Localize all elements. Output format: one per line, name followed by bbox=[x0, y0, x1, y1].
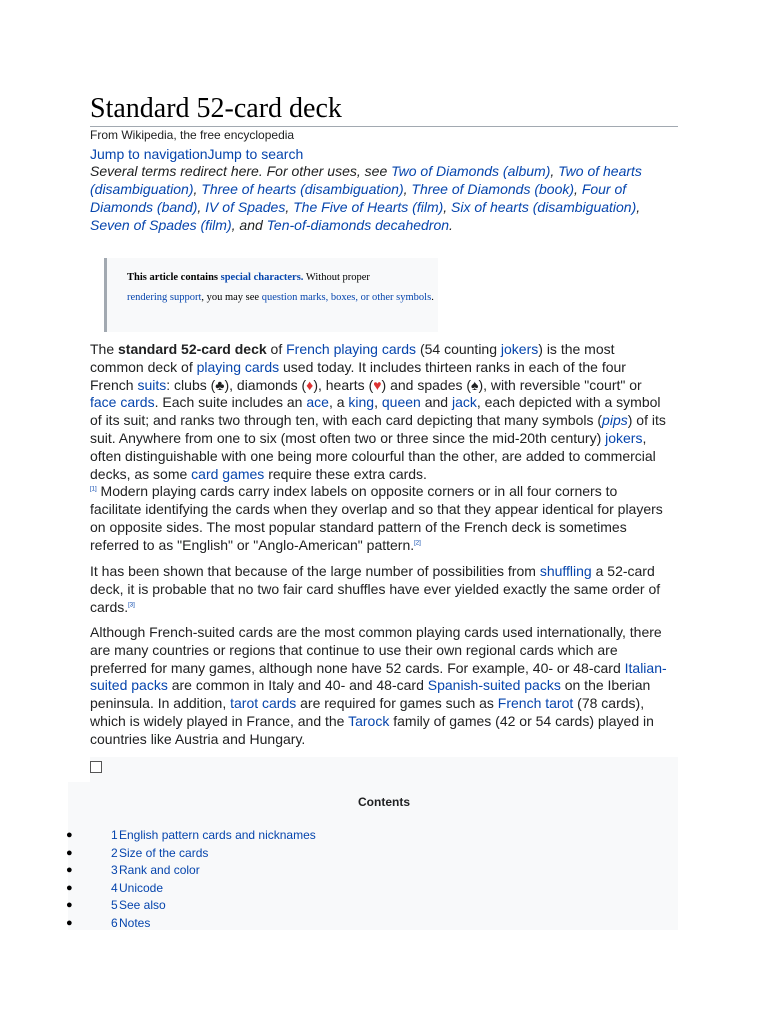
bullet-icon: ● bbox=[66, 916, 73, 929]
bullet-icon: ● bbox=[66, 881, 73, 894]
link-shuffling[interactable]: shuffling bbox=[539, 563, 592, 579]
toc-item-label[interactable]: Rank and color bbox=[119, 863, 200, 877]
hatnote-link[interactable]: Two of hearts (disambiguation) bbox=[90, 163, 642, 197]
link-french-tarot[interactable]: French tarot bbox=[497, 695, 574, 712]
hatnote-link[interactable]: Three of Diamonds (book) bbox=[411, 181, 575, 197]
hatnote-link[interactable]: Two of Diamonds (album) bbox=[391, 163, 551, 179]
hatnote-link[interactable]: Ten-of-diamonds decahedron bbox=[266, 217, 450, 233]
link-face-cards[interactable]: face cards bbox=[90, 394, 155, 411]
rendering-support-link[interactable]: rendering support bbox=[127, 292, 202, 303]
toc-number: 2 bbox=[111, 845, 118, 860]
toc-title: Contents bbox=[358, 795, 410, 809]
reference-1[interactable]: [1] bbox=[90, 486, 97, 493]
hatnote-link[interactable]: The Five of Hearts (film) bbox=[293, 199, 444, 215]
clubs-symbol: ♣ bbox=[215, 376, 225, 393]
spades-symbol: ♠ bbox=[471, 376, 479, 393]
site-tagline: From Wikipedia, the free encyclopedia bbox=[90, 128, 295, 142]
toc-item-label[interactable]: English pattern cards and nicknames bbox=[119, 828, 316, 842]
jump-links bbox=[90, 145, 303, 163]
bullet-icon: ● bbox=[66, 846, 73, 859]
special-characters-link[interactable]: special characters. bbox=[220, 272, 304, 283]
toc-toggle-checkbox[interactable] bbox=[90, 761, 102, 773]
hatnote-link[interactable]: Six of hearts (disambiguation) bbox=[451, 199, 637, 215]
hearts-symbol: ♥ bbox=[373, 376, 382, 393]
paragraph-regional-cards: Although French-suited cards are the most common playing cards used internationally, there are many countries or regions that continue to use their own regional cards which are preferred for many games, although none have 52 cards. For example, 40- or 48-card Italian-suited packs are common in Italy and 40- and 48-card Spanish-suited packs on the Iberian peninsula. In addition, tarot cards are required for games such as French tarot (78 cards), which is widely played in France, and the Tarock family of games (42 or 54 cards) played in countries like Austria and Hungary. bbox=[90, 624, 667, 747]
paragraph-shuffling: It has been shown that because of the large number of possibilities from shuffling a 52-card deck, it is probable that no two fair card shuffles have ever yielded exactly the same order of cards.[3] bbox=[90, 563, 661, 615]
hatnote-link[interactable]: Four of Diamonds (band) bbox=[90, 181, 627, 215]
hatnote: Several terms redirect here. For other uses, see Two of Diamonds (album), Two of hearts (disambiguation), Three of hearts (disambiguation), Three of Diamonds (book), Four of Diamonds (band), IV of Spades, The Five of Hearts (film), Six of hearts (disambiguation), Seven of Spades (film), and Ten-of-diamonds decahedron. bbox=[90, 163, 642, 233]
link-pips[interactable]: pips bbox=[602, 412, 628, 429]
hatnote-link[interactable]: Seven of Spades (film) bbox=[90, 217, 232, 233]
jump-to-search-link[interactable]: Jump to search bbox=[207, 146, 304, 162]
reference-2[interactable]: [2] bbox=[414, 540, 421, 547]
toc-item-label[interactable]: See also bbox=[119, 898, 166, 912]
link-tarot-cards[interactable]: tarot cards bbox=[230, 695, 297, 712]
toc-item-label[interactable]: Unicode bbox=[119, 880, 164, 895]
link-ace[interactable]: ace bbox=[306, 394, 329, 411]
lead-paragraph: The standard 52-card deck of French playing cards (54 counting jokers) is the most common deck of playing cards used today. It includes thirteen ranks in each of the four French suits: clubs (♣), diamonds (♦), hearts (♥) and spades (♠), with reversible "court" or face cards. Each suite includes an ace, a king, queen and jack, each depicted with a symbol of its suit; and ranks two through ten, with each card depicting that many symbols (pips) of its suit. Anywhere from one to six (most often two or three since the mid-20th century) jokers, often distinguishable with one being more colourful than the other, are added to commercial decks, as some card games require these extra cards. [1] Modern playing cards carry index labels on opposite corners or in all four corners to facilitate identifying the cards when they overlap and so that they appear identical for players on opposite sides. The most popular standard pattern of the French deck is sometimes referred to as "English" or "Anglo-American" pattern.[2] bbox=[90, 341, 666, 553]
toc-number: 5 bbox=[111, 898, 118, 912]
toc-header-band bbox=[114, 757, 678, 779]
jump-to-navigation-link[interactable]: Jump to navigation bbox=[90, 146, 208, 162]
link-king[interactable]: king bbox=[348, 394, 375, 411]
toc-item-label[interactable]: Size of the cards bbox=[119, 845, 209, 860]
link-card-games[interactable]: card games bbox=[191, 465, 265, 482]
reference-3[interactable]: [3] bbox=[128, 601, 135, 608]
toc-number: 3 bbox=[111, 863, 118, 877]
bullet-icon: ● bbox=[66, 864, 73, 876]
link-jack[interactable]: jack bbox=[451, 394, 477, 411]
bullet-icon: ● bbox=[66, 829, 73, 841]
bullet-icon: ● bbox=[66, 899, 73, 911]
question-marks-link[interactable]: question marks, boxes, or other symbols bbox=[261, 292, 432, 303]
special-characters-notice: This article contains special characters. Without proper rendering support, you may see question marks, boxes, or other symbols. bbox=[104, 258, 438, 332]
link-tarock[interactable]: Tarock bbox=[348, 712, 390, 729]
link-french-playing-cards[interactable]: French playing cards bbox=[286, 341, 417, 357]
hatnote-link[interactable]: Three of hearts (disambiguation) bbox=[201, 181, 404, 197]
link-spanish-suited-packs[interactable]: Spanish-suited packs bbox=[427, 677, 561, 694]
link-jokers[interactable]: jokers bbox=[500, 341, 539, 357]
table-of-contents bbox=[66, 757, 678, 930]
link-italian-suited-packs[interactable]: Italian-suited packs bbox=[90, 659, 667, 694]
toc-number: 4 bbox=[111, 880, 118, 895]
link-playing-cards[interactable]: playing cards bbox=[196, 358, 280, 375]
toc-number: 6 bbox=[111, 915, 118, 930]
link-queen[interactable]: queen bbox=[381, 394, 421, 411]
link-jokers[interactable]: jokers bbox=[605, 429, 643, 446]
toc-item-label[interactable]: Notes bbox=[119, 915, 151, 930]
page-title: Standard 52-card deck bbox=[90, 92, 678, 127]
hatnote-link[interactable]: IV of Spades bbox=[205, 199, 286, 215]
diamonds-symbol: ♦ bbox=[306, 376, 314, 393]
link-suits[interactable]: suits bbox=[137, 376, 167, 393]
bold-term: standard 52-card deck bbox=[118, 341, 267, 357]
toc-number: 1 bbox=[111, 828, 118, 842]
